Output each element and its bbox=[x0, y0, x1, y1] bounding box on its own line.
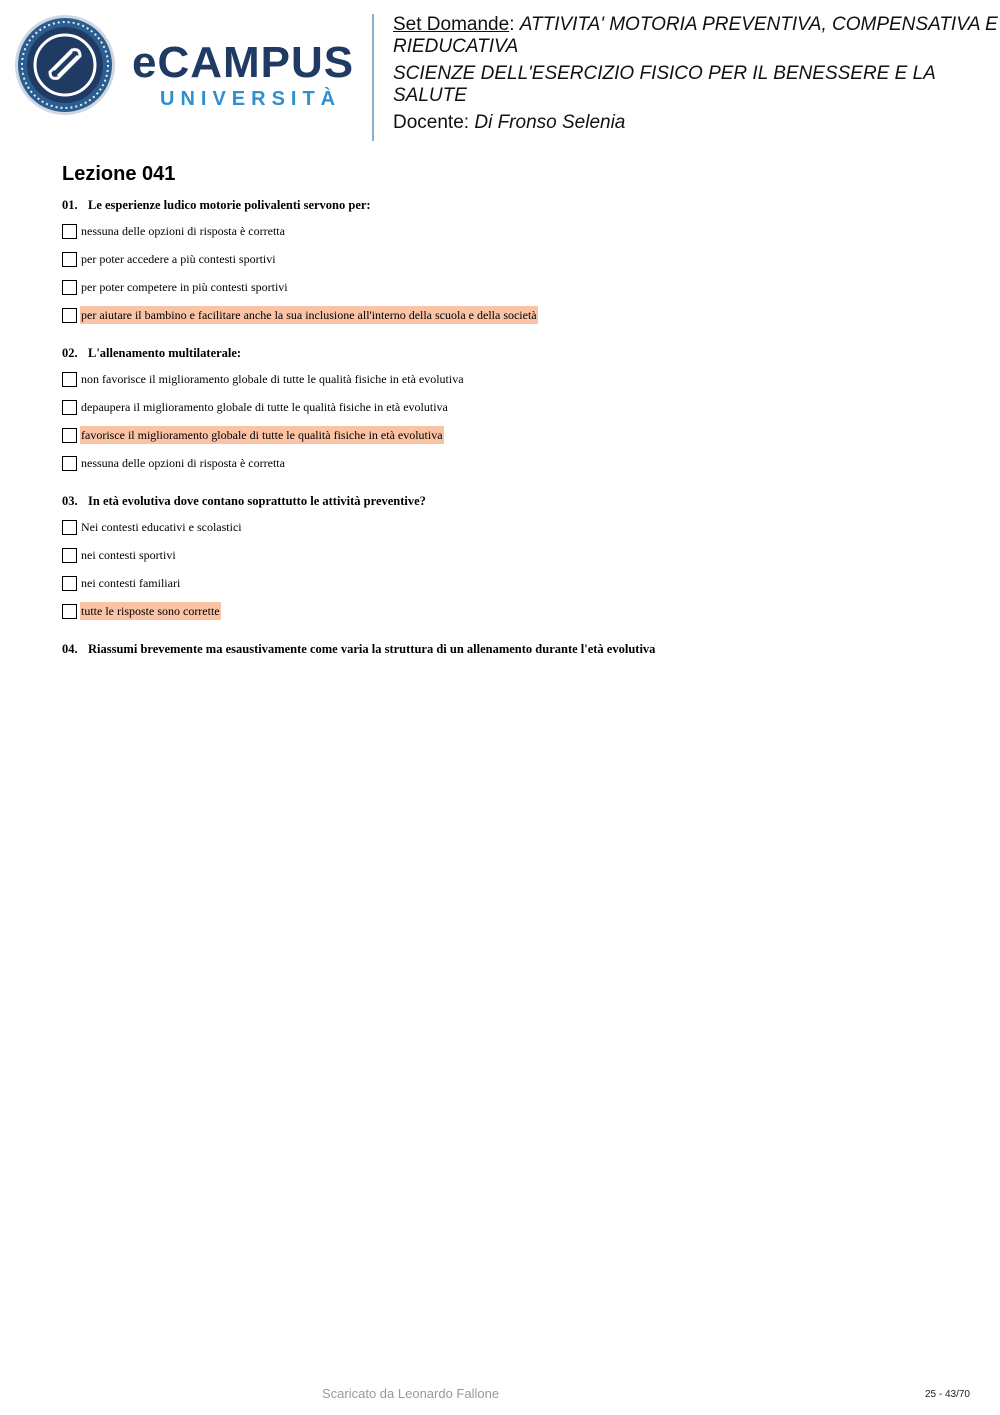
answer-option[interactable] bbox=[62, 250, 982, 268]
answer-text: nei contesti familiari bbox=[81, 576, 181, 590]
set-title-cont: RIEDUCATIVA bbox=[393, 36, 519, 57]
checkbox[interactable] bbox=[62, 372, 77, 387]
course-name: SCIENZE DELL'ESERCIZIO FISICO PER IL BENESSERE E LA bbox=[393, 63, 936, 84]
answer-option[interactable] bbox=[62, 546, 982, 564]
answer-option[interactable] bbox=[62, 426, 982, 444]
page-number: 25 - 43/70 bbox=[924, 1389, 970, 1400]
answer-text: Nei contesti educativi e scolastici bbox=[81, 520, 242, 534]
answer-text: nei contesti sportivi bbox=[81, 548, 176, 562]
answer-text-correct: per aiutare il bambino e facilitare anche la sua inclusione all'interno della scuola e della società bbox=[81, 308, 537, 322]
teacher-row: Docente: Di Fronso Selenia bbox=[393, 112, 626, 133]
answer-text: nessuna delle opzioni di risposta è corretta bbox=[81, 224, 285, 238]
answer-option[interactable] bbox=[62, 574, 982, 592]
checkbox[interactable] bbox=[62, 252, 77, 267]
download-footer: Scaricato da Leonardo Fallone bbox=[322, 1386, 500, 1401]
question-1 bbox=[62, 198, 982, 324]
set-title-row: Set Domande: ATTIVITA' MOTORIA PREVENTIVA, COMPENSATIVA E bbox=[393, 14, 998, 35]
question-text: 04. Riassumi brevemente ma esaustivamente come varia la struttura di un allenamento durante l'età evolutiva bbox=[62, 642, 656, 656]
answer-option[interactable] bbox=[62, 518, 982, 536]
answer-option[interactable] bbox=[62, 278, 982, 296]
checkbox[interactable] bbox=[62, 604, 77, 619]
checkbox[interactable] bbox=[62, 428, 77, 443]
brand-subtitle: UNIVERSITÀ bbox=[160, 88, 342, 110]
answer-text-correct: tutte le risposte sono corrette bbox=[81, 604, 220, 618]
set-title: ATTIVITA' MOTORIA PREVENTIVA, COMPENSATIVA E bbox=[519, 14, 998, 35]
checkbox[interactable] bbox=[62, 548, 77, 563]
ecampus-seal-logo bbox=[14, 14, 116, 116]
brand-wordmark bbox=[132, 40, 357, 111]
set-label: Set Domande bbox=[393, 14, 510, 35]
question-4 bbox=[62, 642, 982, 656]
answer-option[interactable] bbox=[62, 222, 982, 240]
course-name-cont: SALUTE bbox=[393, 85, 467, 106]
answer-option[interactable] bbox=[62, 454, 982, 472]
question-list bbox=[62, 198, 982, 666]
teacher-label: Docente bbox=[393, 112, 464, 133]
checkbox[interactable] bbox=[62, 308, 77, 323]
question-2 bbox=[62, 346, 982, 472]
checkbox[interactable] bbox=[62, 576, 77, 591]
answer-option[interactable] bbox=[62, 398, 982, 416]
checkbox[interactable] bbox=[62, 280, 77, 295]
answer-text: nessuna delle opzioni di risposta è corretta bbox=[81, 456, 285, 470]
answer-text: per poter accedere a più contesti sportivi bbox=[81, 252, 276, 266]
question-3 bbox=[62, 494, 982, 620]
header-info bbox=[393, 14, 1000, 134]
question-text: 03. In età evolutiva dove contano soprattutto le attività preventive? bbox=[62, 494, 426, 508]
checkbox[interactable] bbox=[62, 224, 77, 239]
checkbox[interactable] bbox=[62, 456, 77, 471]
answer-option[interactable] bbox=[62, 370, 982, 388]
answer-text-correct: favorisce il miglioramento globale di tutte le qualità fisiche in età evolutiva bbox=[81, 428, 443, 442]
question-text: 02. L'allenamento multilaterale: bbox=[62, 346, 242, 360]
lesson-title: Lezione 041 bbox=[62, 163, 176, 185]
checkbox[interactable] bbox=[62, 520, 77, 535]
answer-text: depaupera il miglioramento globale di tutte le qualità fisiche in età evolutiva bbox=[81, 400, 448, 414]
checkbox[interactable] bbox=[62, 400, 77, 415]
answer-text: per poter competere in più contesti sportivi bbox=[81, 280, 288, 294]
answer-option[interactable] bbox=[62, 306, 982, 324]
header-divider bbox=[372, 14, 374, 141]
answer-option[interactable] bbox=[62, 602, 982, 620]
question-text: 01. Le esperienze ludico motorie polivalenti servono per: bbox=[62, 198, 371, 212]
teacher-name: Di Fronso Selenia bbox=[474, 112, 626, 133]
answer-text: non favorisce il miglioramento globale di tutte le qualità fisiche in età evolutiva bbox=[81, 372, 464, 386]
brand-name: eCAMPUS bbox=[132, 38, 355, 87]
